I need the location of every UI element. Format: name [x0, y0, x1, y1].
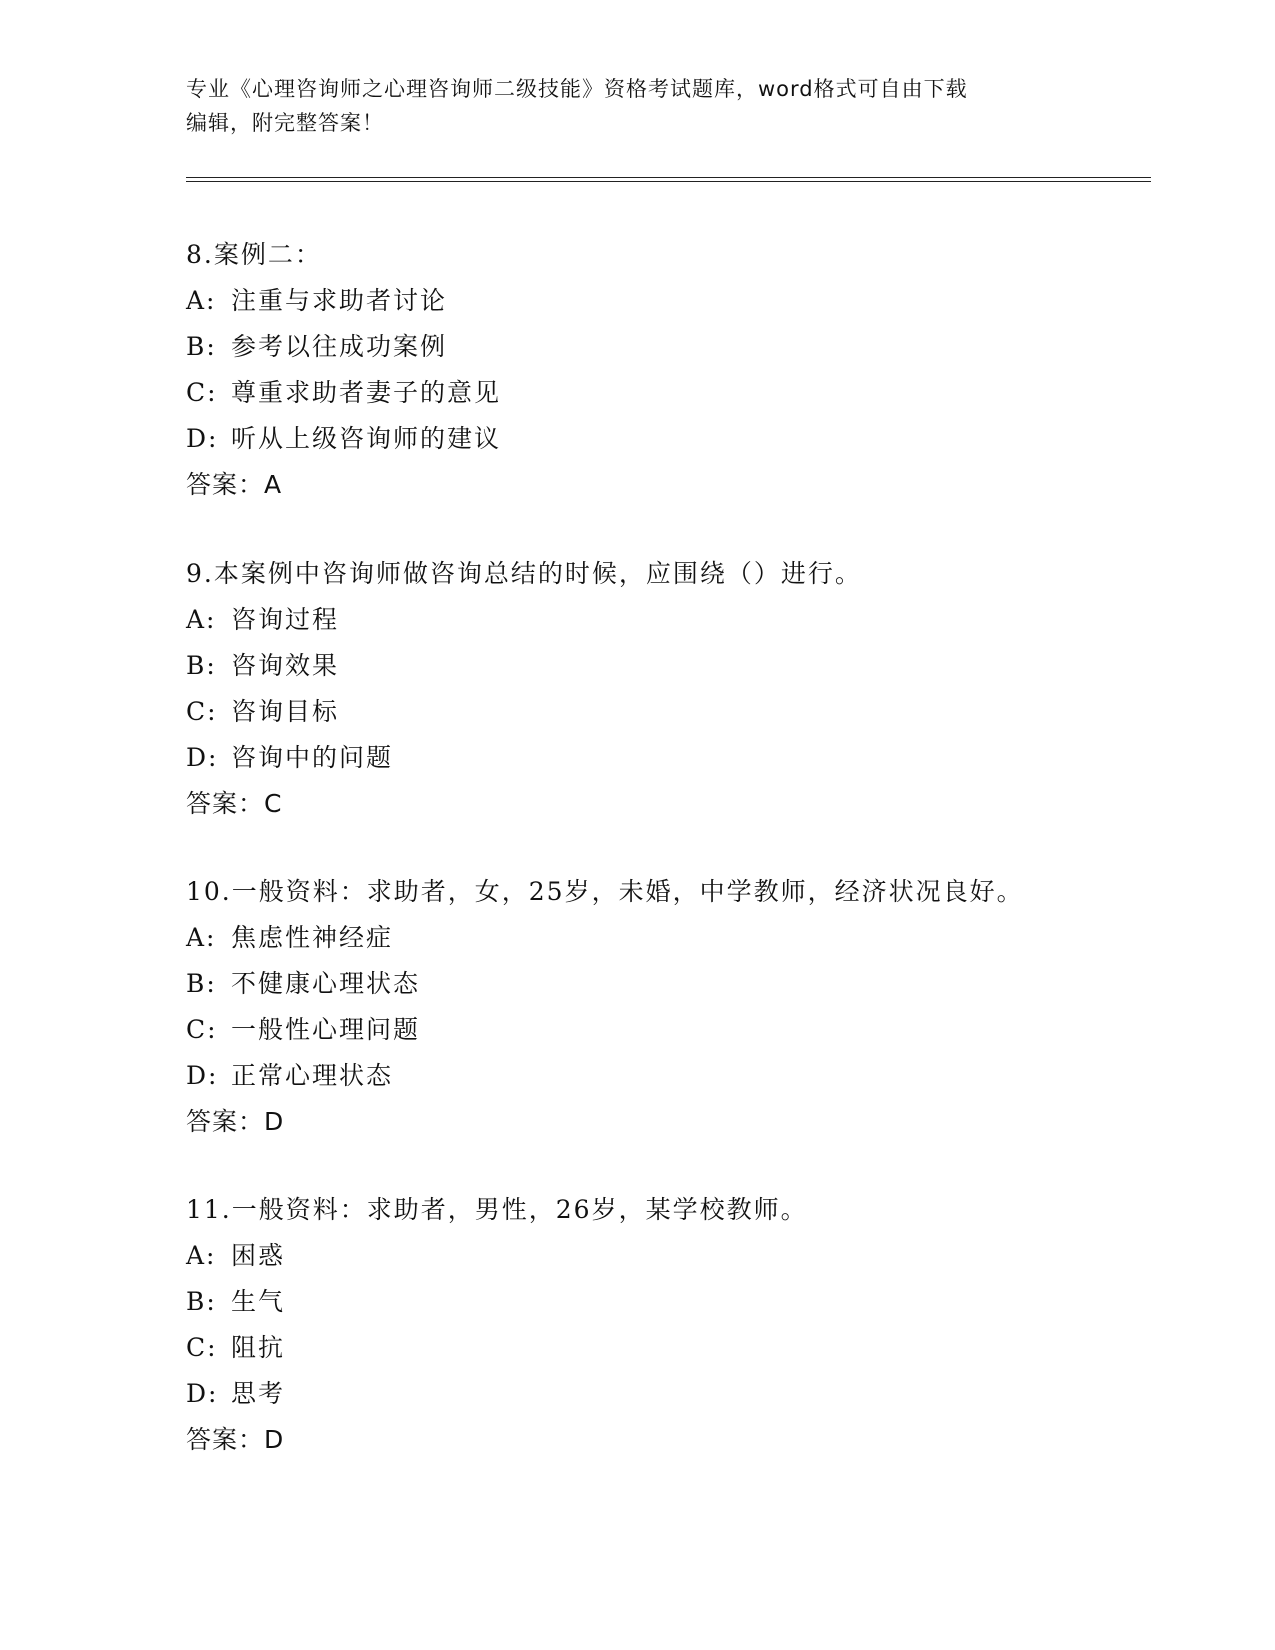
option-text: 思考 — [231, 1379, 286, 1408]
option-text: 尊重求助者妻子的意见 — [231, 378, 502, 407]
option-text: 参考以往成功案例 — [231, 332, 448, 361]
option-text: 困惑 — [231, 1241, 286, 1270]
document-header — [186, 72, 1066, 140]
question-stem: 9.本案例中咨询师做咨询总结的时候，应围绕（）进行。 — [186, 559, 862, 588]
option-b — [186, 961, 1136, 1007]
header-line-2: 编辑，附完整答案！ — [186, 111, 384, 135]
option-text: 焦虑性神经症 — [231, 923, 394, 952]
option-letter: A: — [186, 923, 217, 952]
option-text: 听从上级咨询师的建议 — [231, 424, 502, 453]
option-letter: D: — [186, 424, 219, 453]
option-text: 一般性心理问题 — [231, 1015, 421, 1044]
option-c — [186, 370, 1136, 416]
answer: 答案：C — [186, 789, 283, 818]
option-a — [186, 915, 1136, 961]
option-text: 咨询目标 — [231, 697, 340, 726]
option-text: 生气 — [231, 1287, 286, 1316]
question-9 — [186, 551, 1136, 827]
option-b — [186, 324, 1136, 370]
option-letter: C: — [186, 378, 218, 407]
option-letter: B: — [186, 651, 217, 680]
option-text: 咨询中的问题 — [231, 743, 394, 772]
option-text: 阻抗 — [231, 1333, 286, 1362]
option-letter: B: — [186, 1287, 217, 1316]
option-text: 注重与求助者讨论 — [231, 286, 448, 315]
option-letter: D: — [186, 1379, 219, 1408]
option-text: 不健康心理状态 — [231, 969, 421, 998]
option-letter: C: — [186, 697, 218, 726]
question-stem: 10.一般资料：求助者，女，25岁，未婚，中学教师，经济状况良好。 — [186, 877, 1024, 906]
question-stem: 11.一般资料：求助者，男性，26岁，某学校教师。 — [186, 1195, 808, 1224]
option-d — [186, 1053, 1136, 1099]
answer: 答案：A — [186, 470, 283, 499]
option-d — [186, 416, 1136, 462]
option-letter: D: — [186, 743, 219, 772]
question-8 — [186, 232, 1136, 508]
option-text: 咨询效果 — [231, 651, 340, 680]
option-letter: A: — [186, 1241, 217, 1270]
option-d — [186, 735, 1136, 781]
option-c — [186, 1325, 1136, 1371]
option-c — [186, 689, 1136, 735]
option-letter: B: — [186, 332, 217, 361]
question-10 — [186, 869, 1136, 1145]
option-c — [186, 1007, 1136, 1053]
option-letter: A: — [186, 286, 217, 315]
option-letter: C: — [186, 1015, 218, 1044]
header-divider-top — [186, 177, 1151, 178]
option-letter: D: — [186, 1061, 219, 1090]
question-stem: 8.案例二： — [186, 240, 322, 269]
header-divider-bottom — [186, 181, 1151, 182]
question-11 — [186, 1187, 1136, 1463]
option-a — [186, 597, 1136, 643]
option-text: 正常心理状态 — [231, 1061, 394, 1090]
header-line-1: 专业《心理咨询师之心理咨询师二级技能》资格考试题库，word格式可自由下载 — [186, 77, 968, 101]
option-letter: B: — [186, 969, 217, 998]
answer: 答案：D — [186, 1425, 285, 1454]
option-text: 咨询过程 — [231, 605, 340, 634]
option-a — [186, 278, 1136, 324]
option-letter: C: — [186, 1333, 218, 1362]
option-a — [186, 1233, 1136, 1279]
option-b — [186, 643, 1136, 689]
option-b — [186, 1279, 1136, 1325]
option-d — [186, 1371, 1136, 1417]
option-letter: A: — [186, 605, 217, 634]
answer: 答案：D — [186, 1107, 285, 1136]
